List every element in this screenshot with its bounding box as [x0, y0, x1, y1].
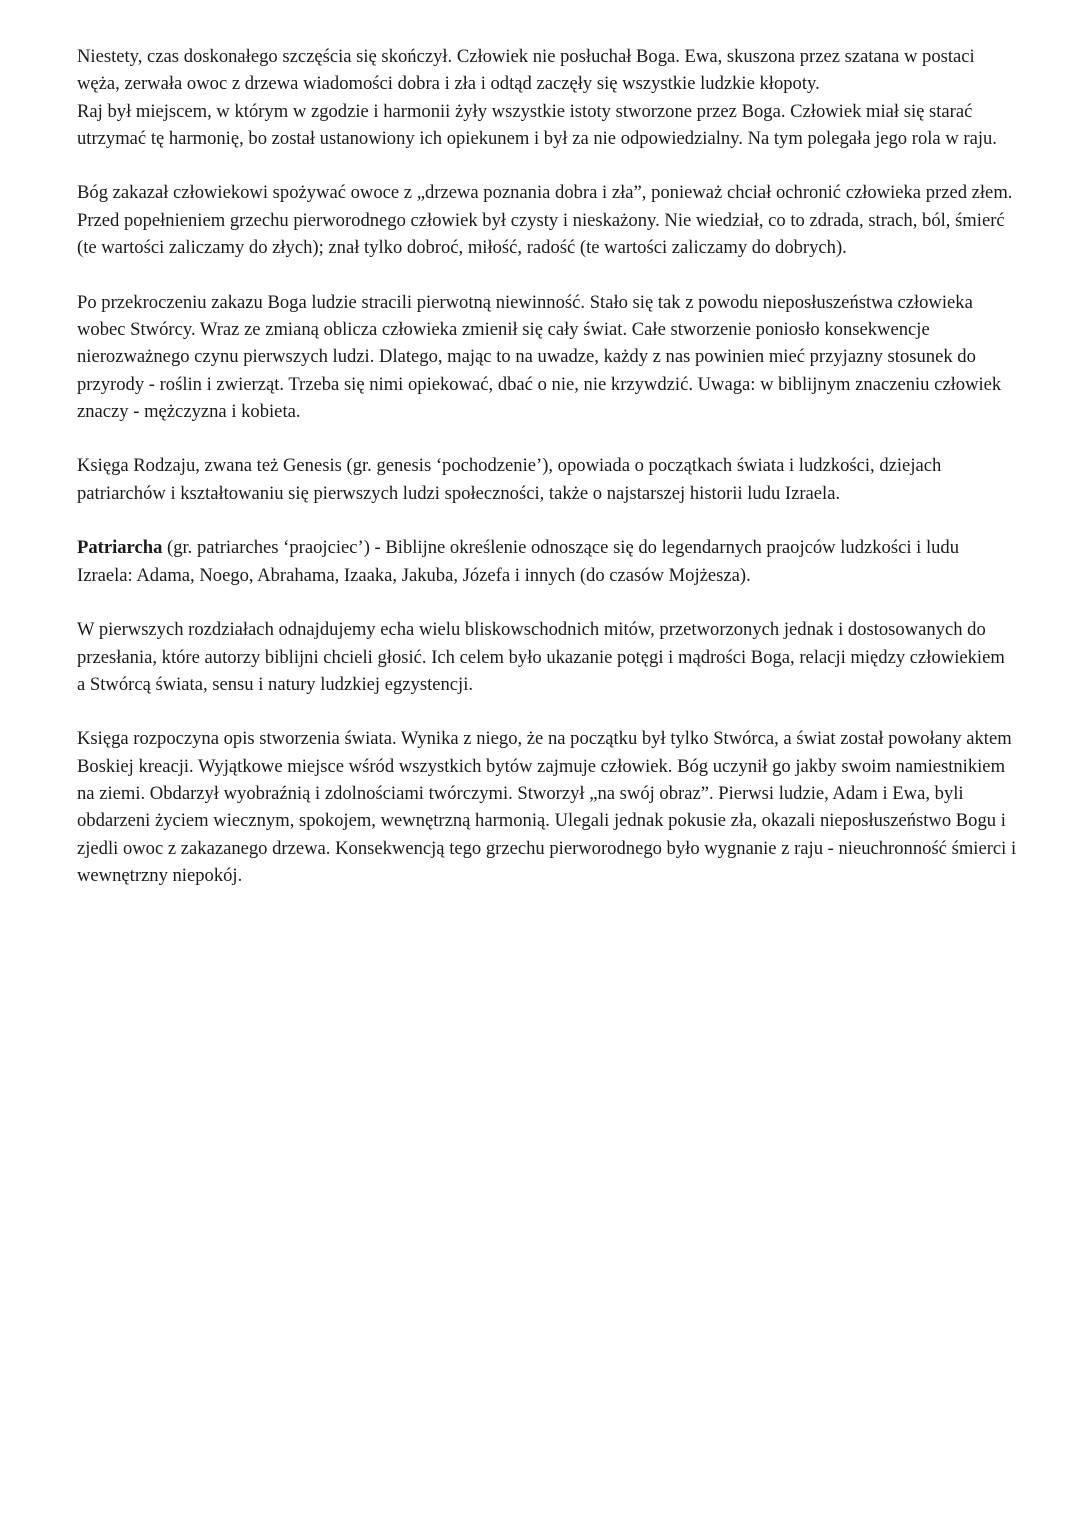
paragraph-patriarch-definition — [77, 534, 1017, 589]
paragraph-creation-account: Księga rozpoczyna opis stworzenia świata. Wynika z niego, że na początku był tylko Stwórca, a świat został powołany aktem Boskiej kreacji. Wyjątkowe miejsce wśród wszystkich bytów zajmuje człowiek. Bóg uczynił go jakby swoim namiestnikiem na ziemi. Obdarzył wyobraźnią i zdolnościami twórczymi. Stworzył „na swój obraz”. Pierwsi ludzie, Adam i Ewa, byli obdarzeni życiem wiecznym, spokojem, wewnętrzną harmonią. Ulegali jednak pokusie zła, okazali nieposłuszeństwo Bogu i zjedli owoc z zakazanego drzewa. Konsekwencją tego grzechu pierworodnego było wygnanie z raju - nieuchronność śmierci i wewnętrzny niepokój. — [77, 728, 1017, 886]
paragraph-middle-eastern-myths: W pierwszych rozdziałach odnajdujemy echa wielu bliskowschodnich mitów, przetworzonych jednak i dostosowanych do przesłania, które autorzy biblijni chcieli głosić. Ich celem było ukazanie potęgi i mądrości Boga, relacji między człowiekiem a Stwórcą świata, sensu i natury ludzkiej egzystencji. — [77, 619, 1005, 695]
paragraph-forbidden-tree: Bóg zakazał człowiekowi spożywać owoce z „drzewa poznania dobra i zła”, ponieważ chciał ochronić człowieka przed złem. Przed popełnieniem grzechu pierworodnego człowiek był czysty i nieskażony. Nie wiedział, co to zdrada, strach, ból, śmierć (te wartości zaliczamy do złych); znał tylko dobroć, miłość, radość (te wartości zaliczamy do dobrych). — [77, 182, 1013, 259]
term-patriarcha: Patriarcha — [77, 537, 163, 559]
patriarch-definition-text: (gr. patriarches ‘praojciec’) - Biblijne określenie odnoszące się do legendarnych praojców ludzkości i ludu Izraela: Adama, Noego, Abrahama, Izaaka, Jakuba, Józefa i innych (do czasów Mojżesza). — [77, 537, 960, 586]
document-body — [77, 43, 1017, 917]
paragraph-paradise-harmony: Raj był miejscem, w którym w zgodzie i harmonii żyły wszystkie istoty stworzone przez Boga. Człowiek miał się starać utrzymać tę harmonię, bo został ustanowiony ich opiekunem i był za nie odpowiedzialny. Na tym polegała jego rola w raju. — [77, 100, 997, 149]
paragraph-fall-of-man: Niestety, czas doskonałego szczęścia się skończył. Człowiek nie posłuchał Boga. Ewa, skuszona przez szatana w postaci węża, zerwała owoc z drzewa wiadomości dobra i zła i odtąd zaczęły się wszystkie ludzkie kłopoty. — [77, 46, 975, 95]
paragraph-book-of-genesis: Księga Rodzaju, zwana też Genesis (gr. genesis ‘pochodzenie’), opowiada o początkach świata i ludzkości, dziejach patriarchów i kształtowaniu się pierwszych ludzi społeczności, także o najstarszej historii ludu Izraela. — [77, 455, 942, 504]
paragraph-lost-innocence: Po przekroczeniu zakazu Boga ludzie stracili pierwotną niewinność. Stało się tak z powodu nieposłuszeństwa człowieka wobec Stwórcy. Wraz ze zmianą oblicza człowieka zmienił się cały świat. Całe stworzenie poniosło konsekwencje nierozważnego czynu pierwszych ludzi. Dlatego, mając to na uwadze, każdy z nas powinien mieć przyjazny stosunek do przyrody - roślin i zwierząt. Trzeba się nimi opiekować, dbać o nie, nie krzywdzić. Uwaga: w biblijnym znaczeniu człowiek znaczy - mężczyzna i kobieta. — [77, 291, 1002, 422]
